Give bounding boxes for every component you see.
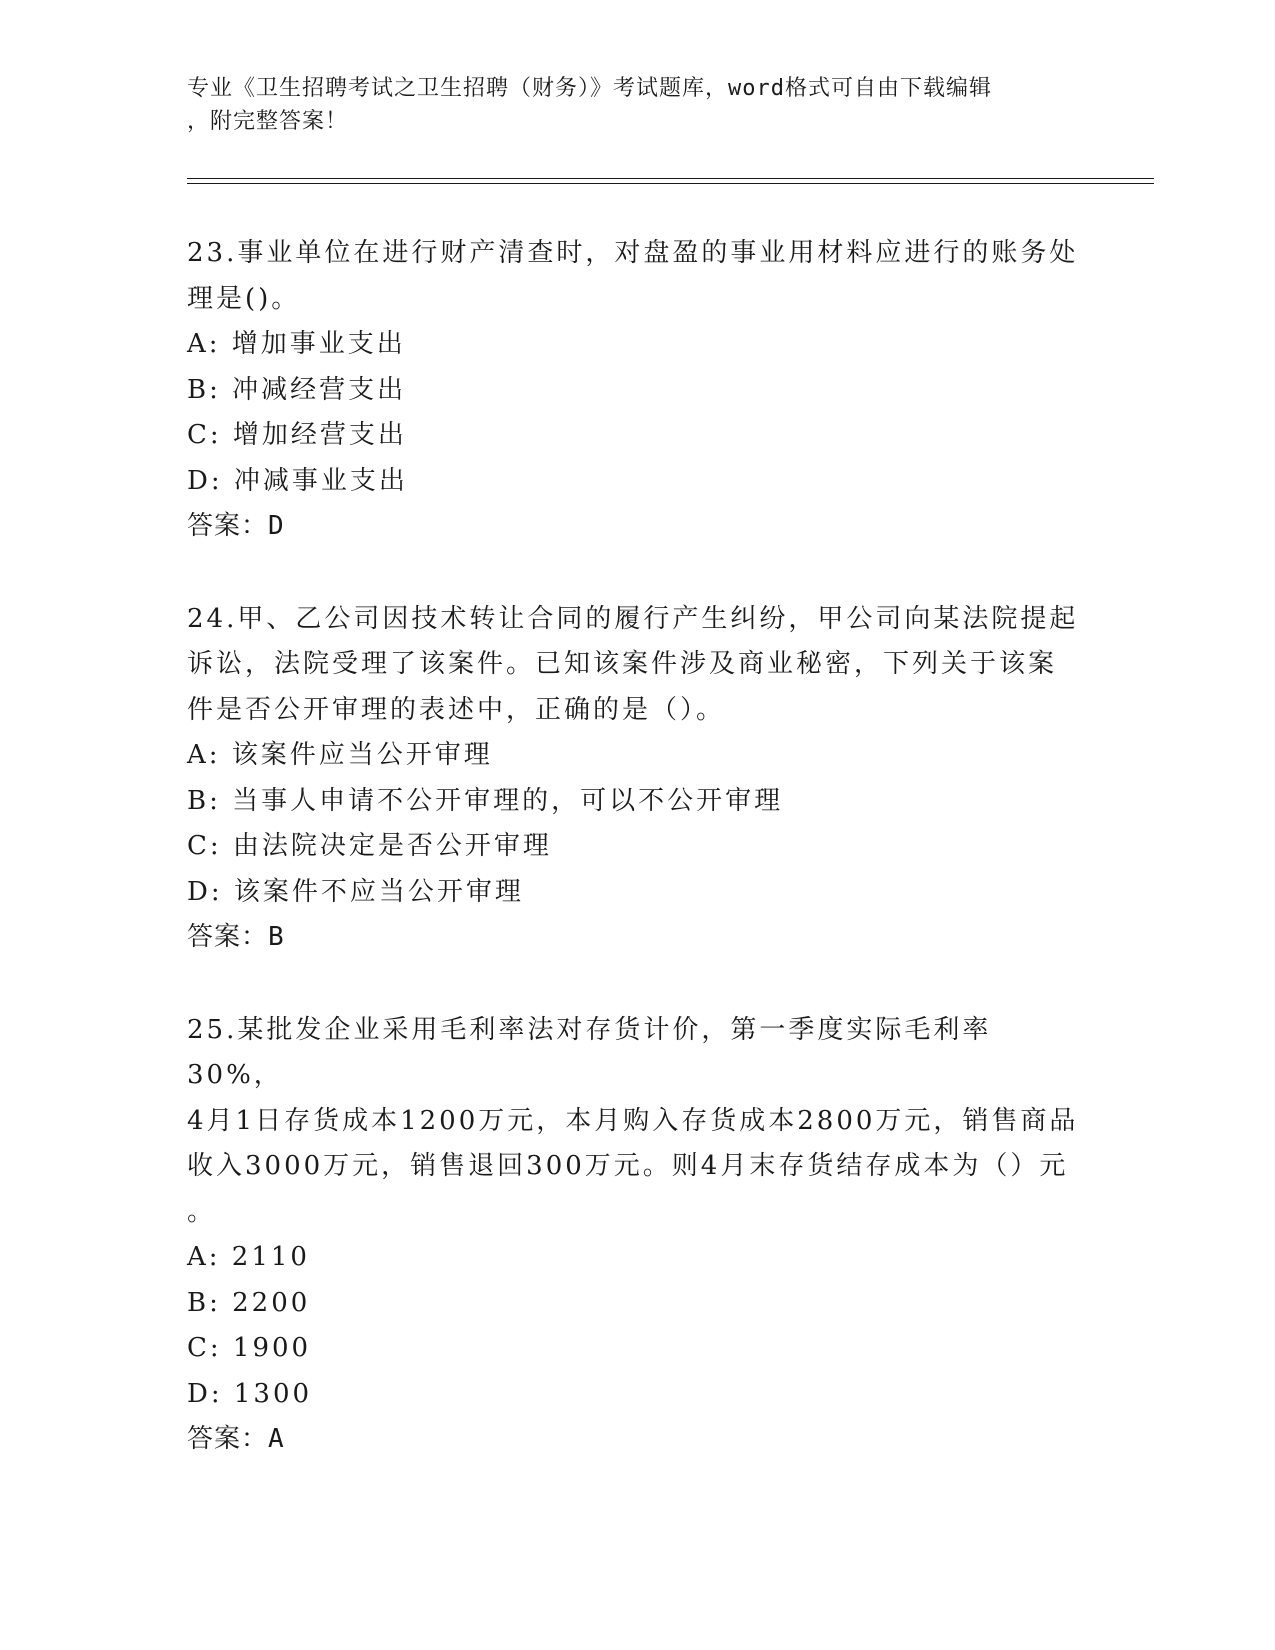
question-text [187, 597, 1087, 734]
question-23 [187, 231, 1087, 550]
option-b: B: 2200 [187, 1287, 311, 1318]
question-text-line: 24.甲、乙公司因技术转让合同的履行产生纠纷，甲公司向某法院提起 [187, 603, 1079, 634]
question-text-line: 4月1日存货成本1200万元，本月购入存货成本2800万元，销售商品 [187, 1105, 1079, 1136]
question-list [187, 231, 1087, 1510]
question-text-line: 25.某批发企业采用毛利率法对存货计价，第一季度实际毛利率30%， [187, 1014, 992, 1090]
option-c: C: 1900 [187, 1333, 312, 1363]
question-text [187, 1008, 1087, 1236]
question-25 [187, 1008, 1087, 1463]
option-a: A: 2110 [187, 1242, 310, 1272]
option-a: A: 增加事业支出 [187, 329, 406, 359]
answer: 答案：B [187, 922, 285, 952]
question-text-line: 。 [187, 1196, 217, 1227]
question-text-line: 诉讼，法院受理了该案件。已知该案件涉及商业秘密，下列关于该案 [187, 649, 1058, 679]
question-text-line: 件是否公开审理的表述中，正确的是（）。 [187, 694, 726, 725]
option-b: B: 当事人申请不公开审理的，可以不公开审理 [187, 785, 784, 816]
option-a: A: 该案件应当公开审理 [187, 740, 493, 770]
question-text-line: 理是()。 [187, 283, 301, 314]
header-divider-bottom [187, 183, 1154, 184]
question-24 [187, 597, 1087, 961]
document-header [187, 72, 1067, 138]
answer: 答案：A [187, 1424, 285, 1454]
header-line-1: 专业《卫生招聘考试之卫生招聘（财务）》考试题库，word格式可自由下载编辑 [187, 76, 992, 101]
option-d: D: 1300 [187, 1378, 313, 1409]
option-b: B: 冲减经营支出 [187, 374, 407, 405]
header-divider-top [187, 178, 1154, 179]
question-text [187, 231, 1087, 322]
question-text-line: 收入3000万元，销售退回300万元。则4月末存货结存成本为（）元 [187, 1151, 1069, 1181]
option-c: C: 由法院决定是否公开审理 [187, 831, 552, 861]
option-d: D: 冲减事业支出 [187, 465, 408, 496]
option-c: C: 增加经营支出 [187, 420, 407, 450]
header-line-2: ，附完整答案！ [187, 109, 349, 134]
question-text-line: 23.事业单位在进行财产清查时，对盘盈的事业用材料应进行的账务处 [187, 238, 1079, 268]
option-d: D: 该案件不应当公开审理 [187, 876, 524, 907]
answer: 答案：D [187, 511, 285, 541]
